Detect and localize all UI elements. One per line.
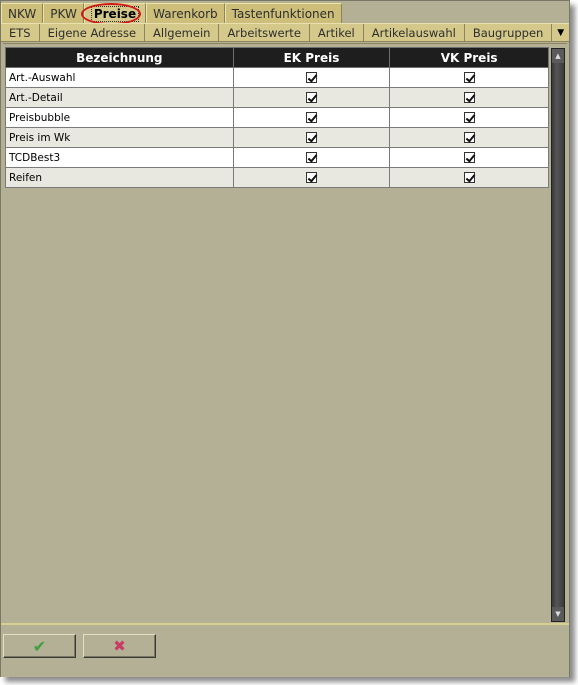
tab-label: PKW xyxy=(50,7,77,21)
vk-checkbox[interactable] xyxy=(464,72,475,83)
tab-label: Tastenfunktionen xyxy=(231,7,335,21)
tab-row-1 xyxy=(1,3,342,24)
tab-label: Allgemein xyxy=(153,25,211,40)
vertical-scrollbar[interactable] xyxy=(551,48,565,622)
tab-warenkorb[interactable] xyxy=(146,3,225,24)
row-name: TCDBest3 xyxy=(6,148,234,168)
tab-label: Arbeitswerte xyxy=(227,25,301,40)
tab-pkw[interactable] xyxy=(43,3,84,24)
scroll-up-icon[interactable]: ▲ xyxy=(552,49,564,63)
vk-checkbox[interactable] xyxy=(464,92,475,103)
ek-checkbox[interactable] xyxy=(306,172,317,183)
tab-ets[interactable] xyxy=(1,24,40,41)
tab-preise[interactable] xyxy=(84,3,146,24)
tab-label: Artikel xyxy=(317,25,355,40)
vk-checkbox[interactable] xyxy=(464,112,475,123)
ek-cell xyxy=(233,128,390,148)
tab-tastenfunktionen[interactable] xyxy=(225,3,342,24)
row-name: Preis im Wk xyxy=(6,128,234,148)
scroll-down-icon[interactable]: ▼ xyxy=(552,607,564,621)
cancel-button[interactable] xyxy=(83,634,156,658)
ek-cell xyxy=(233,68,390,88)
table-row[interactable] xyxy=(6,68,549,88)
table-row[interactable] xyxy=(6,108,549,128)
vk-checkbox[interactable] xyxy=(464,152,475,163)
ek-cell xyxy=(233,148,390,168)
row-name: Preisbubble xyxy=(6,108,234,128)
chevron-down-icon[interactable]: ▼ xyxy=(557,27,565,38)
tab-baugruppen[interactable] xyxy=(465,24,553,41)
vk-cell xyxy=(390,148,549,168)
table-header-row xyxy=(6,48,549,68)
table-row[interactable] xyxy=(6,88,549,108)
vk-cell xyxy=(390,68,549,88)
tab-artikel[interactable] xyxy=(310,24,364,41)
column-header-ek-preis[interactable]: EK Preis xyxy=(233,48,390,68)
column-header-bezeichnung[interactable]: Bezeichnung xyxy=(6,48,234,68)
check-icon: ✔ xyxy=(32,636,47,656)
ok-button[interactable] xyxy=(3,634,76,658)
close-icon: ✖ xyxy=(113,637,126,655)
vk-checkbox[interactable] xyxy=(464,132,475,143)
tab-row-2 xyxy=(1,23,569,42)
button-bar xyxy=(1,623,569,677)
highlight-circle xyxy=(81,3,141,25)
tab-label: Eigene Adresse xyxy=(47,25,137,40)
tab-label: Baugruppen xyxy=(472,25,544,40)
row-name: Reifen xyxy=(6,168,234,188)
ek-cell xyxy=(233,108,390,128)
tab-artikelauswahl[interactable] xyxy=(364,24,465,41)
ek-cell xyxy=(233,168,390,188)
price-table xyxy=(5,47,549,188)
column-header-vk-preis[interactable]: VK Preis xyxy=(390,48,549,68)
tab-label: Artikelauswahl xyxy=(371,25,456,40)
table-row[interactable] xyxy=(6,128,549,148)
vk-cell xyxy=(390,108,549,128)
tab-nkw[interactable] xyxy=(1,3,43,24)
row-name: Art.-Auswahl xyxy=(6,68,234,88)
ek-cell xyxy=(233,88,390,108)
tab-label: ETS xyxy=(9,25,31,40)
tab-bar xyxy=(1,1,569,43)
vk-cell xyxy=(390,88,549,108)
tab-label: Warenkorb xyxy=(153,7,218,21)
tab-label: NKW xyxy=(8,7,37,21)
vk-cell xyxy=(390,168,549,188)
ek-checkbox[interactable] xyxy=(306,92,317,103)
table-row[interactable] xyxy=(6,148,549,168)
tab-arbeitswerte[interactable] xyxy=(219,24,309,41)
tab-eigene-adresse[interactable] xyxy=(40,24,145,41)
ek-checkbox[interactable] xyxy=(306,112,317,123)
tab-label: Preise xyxy=(91,6,139,22)
row-name: Art.-Detail xyxy=(6,88,234,108)
ek-checkbox[interactable] xyxy=(306,152,317,163)
vk-checkbox[interactable] xyxy=(464,172,475,183)
table-row[interactable] xyxy=(6,168,549,188)
ek-checkbox[interactable] xyxy=(306,132,317,143)
tab-allgemein[interactable] xyxy=(145,24,219,41)
vk-cell xyxy=(390,128,549,148)
ek-checkbox[interactable] xyxy=(306,72,317,83)
content-panel xyxy=(3,43,567,623)
